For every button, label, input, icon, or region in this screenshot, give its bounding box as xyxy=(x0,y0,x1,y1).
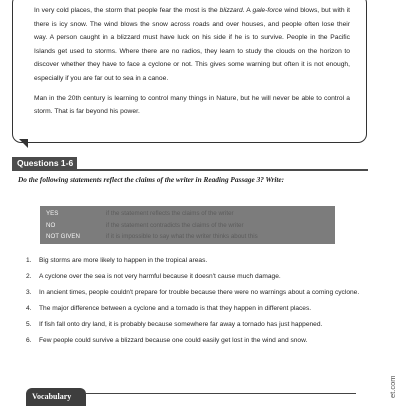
vocabulary-rule xyxy=(86,393,356,394)
answer-key-row xyxy=(40,231,335,243)
passage-box-bottom-dashes xyxy=(19,143,360,144)
statement-text: Big storms are more likely to happen in the tropical areas. xyxy=(39,257,208,264)
answer-key-row xyxy=(40,220,335,232)
vocabulary-tab: Vocabulary xyxy=(26,388,86,406)
margin-watermark: et.com xyxy=(388,375,397,398)
statement-text: Few people could survive a blizzard because one could easily get lost in the wind and snow. xyxy=(39,337,308,345)
statement-item xyxy=(26,271,370,283)
answer-key-table xyxy=(40,206,335,244)
statement-text: In ancient times, people couldn't prepare for trouble because there were no warnings about a coming cyclone. xyxy=(39,289,360,297)
answer-key-row xyxy=(40,208,335,220)
statement-item xyxy=(26,255,370,267)
statement-text: If fish fall onto dry land, it is probably because somewhere far away a tornado has just happened. xyxy=(39,321,323,329)
statement-number: 3. xyxy=(26,289,32,297)
passage-term-gale-force: gale-force xyxy=(252,7,283,14)
statement-item xyxy=(26,287,370,299)
statement-number: 1. xyxy=(26,257,32,264)
passage-text: In very cold places, the storm that people fear the most is the xyxy=(34,7,220,14)
statement-number: 4. xyxy=(26,305,32,313)
questions-heading: Questions 1-6 xyxy=(12,157,77,170)
statement-item xyxy=(26,319,370,331)
passage-paragraph-1 xyxy=(34,4,350,86)
answer-key-term: YES xyxy=(46,210,59,217)
answer-key-definition: if the statement reflects the claims of the writer xyxy=(106,210,234,217)
answer-key-term: NO xyxy=(46,221,56,229)
passage-term-blizzard: blizzard xyxy=(219,7,243,14)
statement-text: A cyclone over the sea is not very harmful because it doesn't cause much damage. xyxy=(39,273,281,281)
statement-list xyxy=(26,255,370,352)
passage-box-corner-mark xyxy=(19,139,28,148)
statement-number: 6. xyxy=(26,337,32,345)
statement-number: 2. xyxy=(26,273,32,281)
questions-heading-rule xyxy=(12,169,368,171)
passage-text: wind blows, but with it there is icy snow. The wind blows the snow across roads and over houses, and people often lose their way. A person caught in a blizzard must have luck on his side if he is to survive. People in the Pacific Islands get used to storms. Where there are no radios, they learn to study the clouds on the horizon to discover whether they have to face a cyclone or not. This gives some warning but often it is not enough, especially if you are far out to sea in a canoe. xyxy=(34,7,350,82)
statement-item xyxy=(26,335,370,347)
answer-key-definition: if it is impossible to say what the writer thinks about this xyxy=(106,233,258,240)
reading-passage-box xyxy=(12,0,367,143)
statement-number: 5. xyxy=(26,321,32,329)
statement-text: The major difference between a cyclone and a tornado is that they happen in different places. xyxy=(39,305,312,313)
passage-text: . A xyxy=(242,7,253,14)
questions-instruction: Do the following statements reflect the claims of the writer in Reading Passage 3? Write: xyxy=(18,175,285,184)
answer-key-term: NOT GIVEN xyxy=(46,233,80,240)
passage-paragraph-2: Man in the 20th century is learning to control many things in Nature, but he will never be able to control a storm. That is far beyond his power. xyxy=(34,94,350,116)
answer-key-definition: if the statement contradicts the claims of the writer xyxy=(106,221,244,229)
statement-item xyxy=(26,303,370,315)
